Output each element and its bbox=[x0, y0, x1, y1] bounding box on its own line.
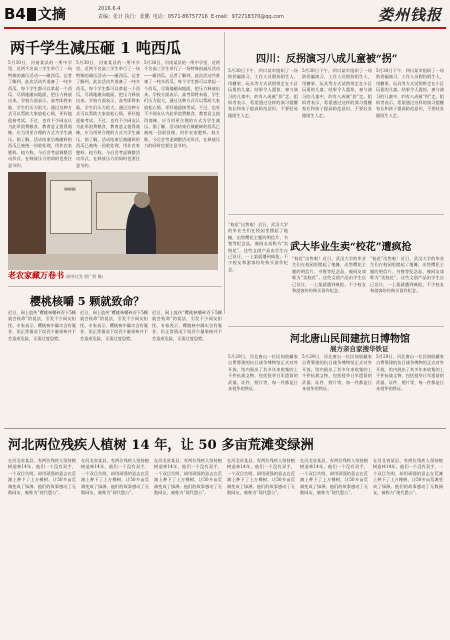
story6-title: 河北两位残疾人植树 14 年，让 50 多亩荒滩变绿洲 bbox=[8, 438, 314, 453]
header-meta bbox=[98, 5, 284, 21]
story1-photo-caption bbox=[8, 272, 220, 280]
story5-text-col3: 近日，网上流传“樱桃核嚼碎吞下5颗就会致命”的说法，引发不少网友担忧。专家表示，樱桃核中确实含有氰苷，但正常情况下误吞少量果核并不会造成危险，无需过度恐慌。 bbox=[152, 310, 222, 341]
story6-text-col5: 在河北省某县，有两位残疾人坚持植树造林14年，他们一个没有双手，一个双目失明，却用顽强的意志在荒滩上种下了上万棵树，让50多亩荒滩变成了绿洲。他们的故事感动了无数网友，被称为“现代愚公”。 bbox=[300, 458, 368, 496]
caption-title: 老农家藏万卷书 bbox=[8, 270, 64, 280]
page-code: B4 bbox=[4, 5, 26, 23]
story1-photo bbox=[8, 172, 218, 270]
story6-text-col6: 在河北省某县，有两位残疾人坚持植树造林14年，他们一个没有双手，一个双目失明，却用顽强的意志在荒滩上种下了上万棵树，让50多亩荒滩变成了绿洲。他们的故事感动了无数网友，被称为“现代愚公”。 bbox=[373, 458, 443, 496]
floor bbox=[8, 254, 218, 270]
section-name: 文摘 bbox=[37, 7, 66, 23]
story4-text-col1: 5月29日，河北唐山一位民间收藏家自费筹建的抗日战争博物馆正式对外开放。馆内展出了其多年来收集的上千件抗战文物，包括侵华日军遗留的武器、证件、照片等，每一件都是日本侵华的铁证。 bbox=[228, 354, 298, 392]
story2-text-col3: 5月30日下午，四川某市组织了一场防拐骗演习，工作人员假扮陌生人，用糖果、玩具等方式试图带走在小区玩耍的儿童。结果令人震惊，参与演习的儿童中，约有八成被“拐”走。组织者表示，希望通过这样的演习提醒家长和孩子提高防范意识，不要轻易跟陌生人走。 bbox=[376, 68, 444, 118]
story1-title: 两千学生减压砸 1 吨西瓜 bbox=[10, 39, 181, 57]
section-marker bbox=[27, 8, 36, 21]
story2-text-col1: 5月30日下午，四川某市组织了一场防拐骗演习，工作人员假扮陌生人，用糖果、玩具等方式试图带走在小区玩耍的儿童。结果令人震惊，参与演习的儿童中，约有八成被“拐”走。组织者表示，希望通过这样的演习提醒家长和孩子提高防范意识，不要轻易跟陌生人走。 bbox=[228, 68, 298, 118]
row-divider-left bbox=[8, 286, 222, 287]
bottom-section-rule bbox=[4, 428, 446, 429]
header-email: E-mail：972718370@qq.com bbox=[210, 14, 284, 20]
story1-text-col3: 5月30日，河南某县的一所中学里，近两千名高三学生举行了一场特殊的减压活动——砸西瓜。记者了解到，此次活动共准备了一吨多西瓜，每个学生都可以拿起一个西瓜，尽情地砸向地面，把压力释放出来。学校方面表示，高考即将来临，学生们压力很大，通过这种方式可以帮助大家放松心情，更好地迎接考试。不过，也有不少网友认为此举浪费粮食，教育意义值得商榷，应当用更合理的方式为学生减压。据了解，活动结束后被砸碎的西瓜已被统一回收处理，用作农家肥料。校方称，今后会考虑调整活动形式，在释放压力的同时也要注意节约。 bbox=[144, 60, 220, 149]
story3-text-col2: “校花”出售啦！近日，武汉大学的毕业生们在校园里摆起了地摊，出售樱花主题的明信片、书签等纪念品，被网友戏称为“卖校花”。这些文创产品由学生自己设计，一上架就遭到疯抢，不少校友和游客纷纷购买留作纪念。 bbox=[292, 256, 366, 294]
story1-text-col1: 5月30日，河南某县的一所中学里，近两千名高三学生举行了一场特殊的减压活动——砸西瓜。记者了解到，此次活动共准备了一吨多西瓜，每个学生都可以拿起一个西瓜，尽情地砸向地面，把压力释放出来。学校方面表示，高考即将来临，学生们压力很大，通过这种方式可以帮助大家放松心情，更好地迎接考试。不过，也有不少网友认为此举浪费粮食，教育意义值得商榷，应当用更合理的方式为学生减压。据了解，活动结束后被砸碎的西瓜已被统一回收处理，用作农家肥料。校方称，今后会考虑调整活动形式，在释放压力的同时也要注意节约。 bbox=[8, 60, 72, 168]
column-divider-1 bbox=[224, 32, 225, 314]
story2-text-col2: 5月30日下午，四川某市组织了一场防拐骗演习，工作人员假扮陌生人，用糖果、玩具等方式试图带走在小区玩耍的儿童。结果令人震惊，参与演习的儿童中，约有八成被“拐”走。组织者表示，希望通过这样的演习提醒家长和孩子提高防范意识，不要轻易跟陌生人走。 bbox=[302, 68, 372, 118]
story5-title: 樱桃核嚼 5 颗就致命？ bbox=[30, 295, 145, 308]
photo-credit: (新华社发 邢广利 摄) bbox=[65, 274, 104, 279]
page-section-label bbox=[4, 4, 66, 24]
man-head bbox=[134, 192, 150, 208]
row-divider-right-2 bbox=[228, 326, 444, 327]
story5-text-col1: 近日，网上流传“樱桃核嚼碎吞下5颗就会致命”的说法，引发不少网友担忧。专家表示，樱桃核中确实含有氰苷，但正常情况下误吞少量果核并不会造成危险，无需过度恐慌。 bbox=[8, 310, 76, 341]
header-date: 2016.6.4 bbox=[98, 6, 121, 12]
story4-title: 河北唐山民间建抗日博物馆 bbox=[290, 334, 410, 345]
story6-text-col3: 在河北省某县，有两位残疾人坚持植树造林14年，他们一个没有双手，一个双目失明，却用顽强的意志在荒滩上种下了上万棵树，让50多亩荒滩变成了绿洲。他们的故事感动了无数网友，被称为“现代愚公”。 bbox=[154, 458, 222, 496]
story6-text-col1: 在河北省某县，有两位残疾人坚持植树造林14年，他们一个没有双手，一个双目失明，却用顽强的意志在荒滩上种下了上万棵树，让50多亩荒滩变成了绿洲。他们的故事感动了无数网友，被称为“现代愚公”。 bbox=[8, 458, 76, 496]
story3-text-col1: “校花”出售啦！近日，武汉大学的毕业生们在校园里摆起了地摊，出售樱花主题的明信片、书签等纪念品，被网友戏称为“卖校花”。这些文创产品由学生自己设计，一上架就遭到疯抢，不少校友和游客纷纷购买留作纪念。 bbox=[228, 222, 288, 272]
story4-text-col2: 5月29日，河北唐山一位民间收藏家自费筹建的抗日战争博物馆正式对外开放。馆内展出了其多年来收集的上千件抗战文物，包括侵华日军遗留的武器、证件、照片等，每一件都是日本侵华的铁证。 bbox=[302, 354, 372, 392]
row-divider-right-1 bbox=[228, 214, 444, 215]
story4-text-col3: 5月29日，河北唐山一位民间收藏家自费筹建的抗日战争博物馆正式对外开放。馆内展出了其多年来收集的上千件抗战文物，包括侵华日军遗留的武器、证件、照片等，每一件都是日本侵华的铁证。 bbox=[376, 354, 444, 392]
header-editor: 责编：张计 执行：张鹏 bbox=[98, 14, 150, 20]
story3-title: 武大毕业生卖“校花”遭疯抢 bbox=[290, 242, 412, 253]
story6-text-col2: 在河北省某县，有两位残疾人坚持植树造林14年，他们一个没有双手，一个双目失明，却用顽强的意志在荒滩上种下了上万棵树，让50多亩荒滩变成了绿洲。他们的故事感动了无数网友，被称为“现代愚公”。 bbox=[81, 458, 149, 496]
story3-text-col3: “校花”出售啦！近日，武汉大学的毕业生们在校园里摆起了地摊，出售樱花主题的明信片、书签等纪念品，被网友戏称为“卖校花”。这些文创产品由学生自己设计，一上架就遭到疯抢，不少校友和游客纷纷购买留作纪念。 bbox=[370, 256, 444, 294]
header-rule bbox=[4, 27, 446, 29]
story5-text-col2: 近日，网上流传“樱桃核嚼碎吞下5颗就会致命”的说法，引发不少网友担忧。专家表示，樱桃核中确实含有氰苷，但正常情况下误吞少量果核并不会造成危险，无需过度恐慌。 bbox=[80, 310, 148, 341]
story6-text-col4: 在河北省某县，有两位残疾人坚持植树造林14年，他们一个没有双手，一个双目失明，却用顽强的意志在荒滩上种下了上万棵树，让50多亩荒滩变成了绿洲。他们的故事感动了无数网友，被称为“现代愚公”。 bbox=[227, 458, 295, 496]
header-phone: 电话：0571-86757716 bbox=[152, 14, 208, 20]
page-header bbox=[0, 0, 450, 30]
story2-title: 四川：反拐演习八成儿童被“拐” bbox=[256, 54, 398, 65]
story4-subtitle: 展方亲自家搜华铁证 bbox=[330, 345, 389, 353]
poster-lettering: ▤▤▤ bbox=[64, 186, 76, 191]
story1-text-col2: 5月30日，河南某县的一所中学里，近两千名高三学生举行了一场特殊的减压活动——砸西瓜。记者了解到，此次活动共准备了一吨多西瓜，每个学生都可以拿起一个西瓜，尽情地砸向地面，把压力释放出来。学校方面表示，高考即将来临，学生们压力很大，通过这种方式可以帮助大家放松心情，更好地迎接考试。不过，也有不少网友认为此举浪费粮食，教育意义值得商榷，应当用更合理的方式为学生减压。据了解，活动结束后被砸碎的西瓜已被统一回收处理，用作农家肥料。校方称，今后会考虑调整活动形式，在释放压力的同时也要注意节约。 bbox=[76, 60, 140, 168]
newspaper-logo: 娄州钱报 bbox=[377, 6, 442, 24]
